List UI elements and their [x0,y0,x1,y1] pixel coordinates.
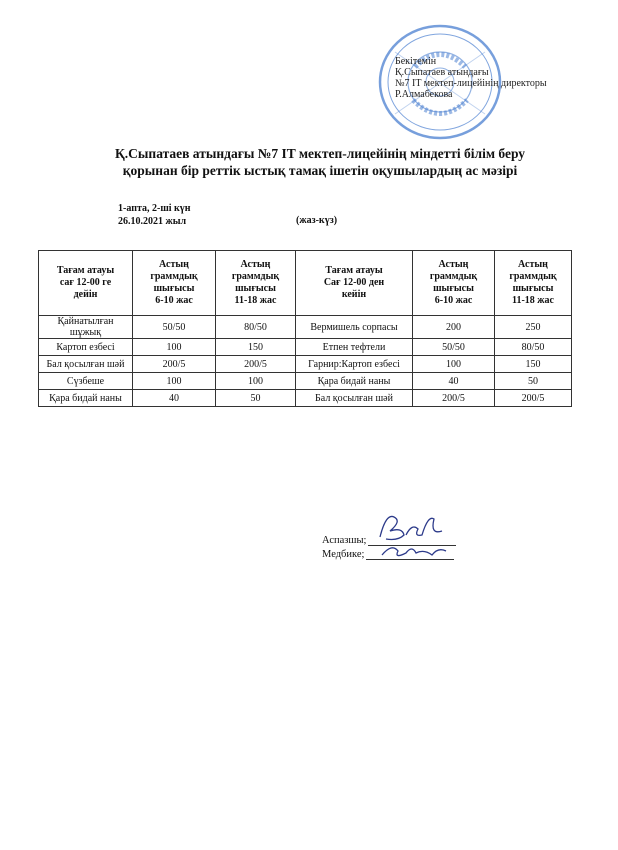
document-title [60,145,580,179]
cook-label: Аспазшы; [322,535,367,546]
table-cell: 100 [133,339,216,356]
nurse-label: Медбике; [322,549,365,560]
approval-line-3: №7 IT мектеп-лицейінің директоры [395,78,547,89]
approval-line-1: Бекітемін [395,56,437,67]
season-label: (жаз-күз) [296,215,338,226]
header-weight-6-10-a: Астың граммдық шығысы 6-10 жас [133,251,216,316]
table-cell: 200 [413,316,495,339]
table-cell: 100 [133,373,216,390]
table-cell: 50/50 [413,339,495,356]
table-cell: 50 [495,373,572,390]
header-weight-11-18-a: Астың граммдық шығысы 11-18 жас [216,251,296,316]
date-label: 26.10.2021 жыл [118,216,187,227]
table-row [39,316,572,339]
header-dish-after-noon: Тағам атауы Сағ 12-00 ден кейін [296,251,413,316]
table-cell: 40 [133,390,216,407]
table-cell: Қара бидай наны [39,390,133,407]
table-cell: 200/5 [133,356,216,373]
table-cell: Сүзбеше [39,373,133,390]
table-cell: Картоп езбесі [39,339,133,356]
approval-block [395,56,547,100]
table-cell: Вермишель сорпасы [296,316,413,339]
table-header-row [39,251,572,316]
title-line-1: Қ.Сыпатаев атындағы №7 IT мектеп-лицейінің міндетті білім беру [114,146,526,161]
table-cell: Етпен тефтели [296,339,413,356]
table-row [39,390,572,407]
approval-line-2: Қ.Сыпатаев атындағы [395,67,489,78]
table-cell: Қайнатылған шұжық [39,316,133,339]
week-date-block [118,202,191,228]
table-cell: 200/5 [495,390,572,407]
table-cell: 50/50 [133,316,216,339]
week-label: 1-апта, 2-ші күн [118,203,191,214]
header-weight-11-18-b: Астың граммдық шығысы 11-18 жас [495,251,572,316]
table-row [39,356,572,373]
table-cell: 150 [216,339,296,356]
table-row [39,339,572,356]
table-cell: 40 [413,373,495,390]
table-cell: 250 [495,316,572,339]
menu-table [38,250,572,407]
header-weight-6-10-b: Астың граммдық шығысы 6-10 жас [413,251,495,316]
approval-line-4: Р.Алмабекова [395,89,453,100]
table-row [39,373,572,390]
table-cell: Қара бидай наны [296,373,413,390]
table-cell: 80/50 [495,339,572,356]
table-cell: Бал қосылған шәй [296,390,413,407]
table-cell: 200/5 [216,356,296,373]
table-cell: Гарнир:Картоп езбесі [296,356,413,373]
table-cell: 200/5 [413,390,495,407]
header-dish-before-noon: Тағам атауы сағ 12-00 ге дейін [39,251,133,316]
table-cell: 100 [216,373,296,390]
table-cell: 150 [495,356,572,373]
table-cell: 50 [216,390,296,407]
title-line-2: қорынан бір реттік ыстық тамақ ішетін оқушылардың ас мәзірі [122,163,518,178]
table-cell: 100 [413,356,495,373]
handwritten-signatures [372,505,452,565]
table-cell: Бал қосылған шәй [39,356,133,373]
table-cell: 80/50 [216,316,296,339]
